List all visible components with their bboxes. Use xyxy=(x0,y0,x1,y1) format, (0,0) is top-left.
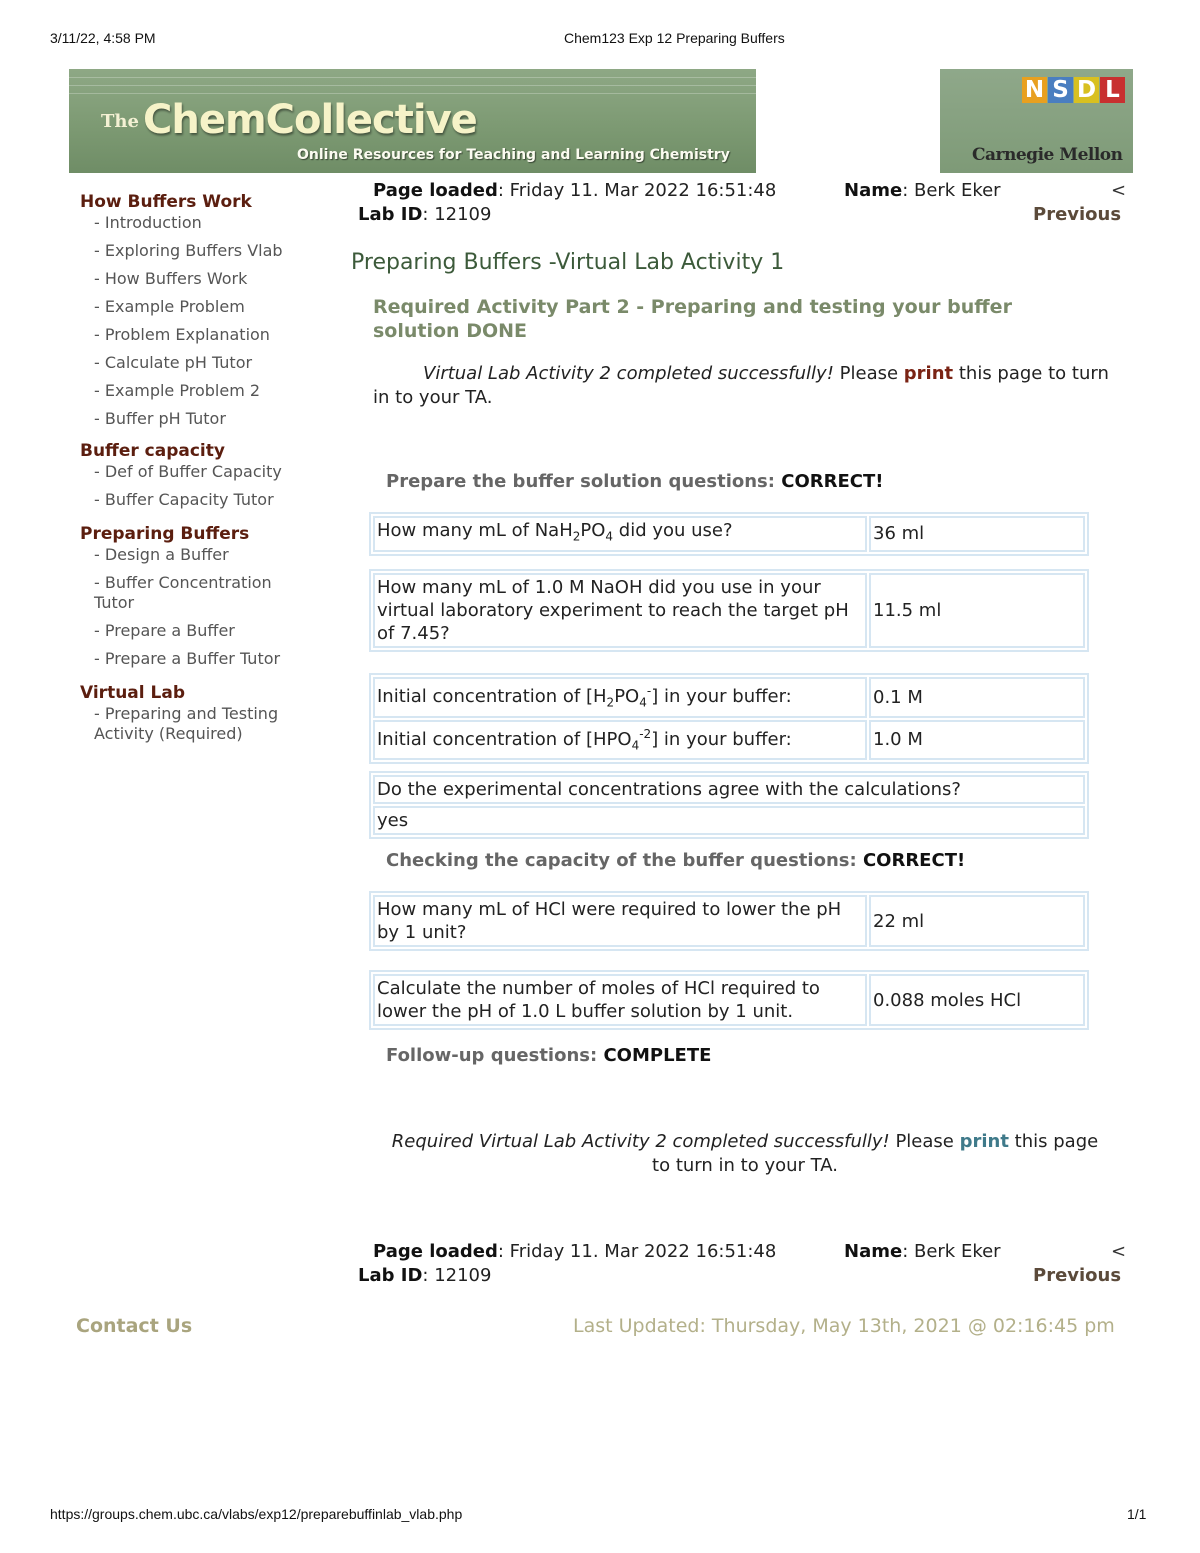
sidebar-item-exploring-buffers-vlab[interactable]: - Exploring Buffers Vlab xyxy=(94,241,283,260)
subscript: 4 xyxy=(639,695,647,710)
followup-section-heading xyxy=(386,1045,711,1066)
chemcollective-banner[interactable] xyxy=(69,69,756,173)
question-text: ] in your buffer: xyxy=(651,728,792,750)
question-table xyxy=(369,569,1089,652)
closing-message xyxy=(380,1130,1110,1178)
banner-brand: ChemCollective xyxy=(143,97,477,143)
subscript: 2 xyxy=(572,529,581,544)
sidebar-item-buffer-ph-tutor[interactable]: - Buffer pH Tutor xyxy=(94,409,226,428)
sidebar-section-title[interactable]: How Buffers Work xyxy=(80,192,252,212)
question-cell: How many mL of HCl were required to lower the pH by 1 unit? xyxy=(373,895,867,947)
question-text: PO xyxy=(614,686,640,707)
superscript: -2 xyxy=(639,726,652,741)
lab-id xyxy=(358,204,491,225)
print-url: https://groups.chem.ubc.ca/vlabs/exp12/preparebuffinlab_vlab.php xyxy=(50,1506,463,1522)
carnegie-mellon-logo[interactable]: Carnegie Mellon xyxy=(972,145,1123,165)
lab-id-value: : 12109 xyxy=(422,204,492,225)
previous-arrow[interactable]: < xyxy=(1111,180,1127,201)
sidebar-item-example-problem[interactable]: - Example Problem xyxy=(94,297,245,316)
print-datetime: 3/11/22, 4:58 PM xyxy=(50,30,156,46)
question-text: Initial concentration of [H xyxy=(377,686,607,707)
superscript: - xyxy=(646,684,652,698)
question-cell xyxy=(373,516,867,552)
partner-logos[interactable] xyxy=(940,69,1133,173)
closing-rest: this page to turn in to your TA. xyxy=(652,1131,1099,1176)
question-text: ] in your buffer: xyxy=(651,686,792,707)
sidebar-item-buffer-concentration-tutor[interactable]: - Buffer Concentration Tutor xyxy=(94,573,272,612)
student-name-bottom xyxy=(844,1241,1001,1262)
previous-link[interactable]: Previous xyxy=(1033,204,1122,225)
followup-heading-text: Follow-up questions: xyxy=(386,1045,604,1066)
sidebar-item-calculate-ph-tutor[interactable]: - Calculate pH Tutor xyxy=(94,353,253,372)
name-label: Name xyxy=(844,1241,903,1262)
question-text: PO xyxy=(580,520,606,541)
answer-cell: 0.1 M xyxy=(869,677,1085,718)
name-value: : Berk Eker xyxy=(902,180,1001,201)
question-text: Initial concentration of [HPO xyxy=(377,728,632,750)
answer-cell: 11.5 ml xyxy=(869,573,1085,648)
page-loaded-value: : Friday 11. Mar 2022 16:51:48 xyxy=(497,1241,777,1262)
answer-cell: 36 ml xyxy=(869,516,1085,552)
page-title: Preparing Buffers -Virtual Lab Activity 1 xyxy=(351,250,785,275)
page-loaded-label: Page loaded xyxy=(373,180,498,201)
print-title: Chem123 Exp 12 Preparing Buffers xyxy=(564,30,785,46)
previous-arrow-bottom[interactable]: < xyxy=(1111,1241,1127,1262)
table-row xyxy=(373,775,1085,804)
question-text: How many mL of NaH xyxy=(377,520,573,541)
question-table xyxy=(369,512,1089,556)
lab-id-bottom xyxy=(358,1265,491,1286)
capacity-status: CORRECT! xyxy=(862,850,966,871)
sidebar-item-prepare-a-buffer[interactable]: - Prepare a Buffer xyxy=(94,621,235,640)
table-row xyxy=(373,720,1085,761)
activity-subtitle: Required Activity Part 2 - Preparing and testing your buffer solution DONE xyxy=(373,296,1012,342)
answer-cell: 1.0 M xyxy=(869,720,1085,761)
completion-message xyxy=(373,362,1118,410)
print-link[interactable]: print xyxy=(903,363,954,384)
answer-cell: yes xyxy=(373,806,1085,835)
student-name xyxy=(844,180,1001,201)
table-row xyxy=(373,516,1085,552)
sidebar-item-introduction[interactable]: - Introduction xyxy=(94,213,202,232)
name-label: Name xyxy=(844,180,903,201)
lab-id-value: : 12109 xyxy=(422,1265,492,1286)
followup-status: COMPLETE xyxy=(603,1045,712,1066)
table-row xyxy=(373,806,1085,835)
page-loaded-bottom xyxy=(373,1241,776,1262)
table-row xyxy=(373,573,1085,648)
sidebar-section-title[interactable]: Buffer capacity xyxy=(80,441,225,461)
sidebar-item-example-problem-2[interactable]: - Example Problem 2 xyxy=(94,381,261,400)
previous-link-bottom[interactable]: Previous xyxy=(1033,1265,1122,1286)
page-loaded xyxy=(373,180,776,201)
lab-id-label: Lab ID xyxy=(358,1265,423,1286)
sidebar-item-problem-explanation[interactable]: - Problem Explanation xyxy=(94,325,270,344)
nsdl-letter: N xyxy=(1022,77,1047,103)
question-cell: Calculate the number of moles of HCl required to lower the pH of 1.0 L buffer solution by 1 unit. xyxy=(373,974,867,1026)
completion-italic: Virtual Lab Activity 2 completed successfully! xyxy=(423,363,834,384)
capacity-heading-text: Checking the capacity of the buffer questions: xyxy=(386,850,863,871)
sidebar-item-prepare-a-buffer-tutor[interactable]: - Prepare a Buffer Tutor xyxy=(94,649,281,668)
completion-rest: this page to turn in to your TA. xyxy=(373,363,1109,408)
nsdl-letter: D xyxy=(1074,77,1099,103)
sidebar-item-design-a-buffer[interactable]: - Design a Buffer xyxy=(94,545,229,564)
banner-the: The xyxy=(101,111,139,132)
print-link-bottom[interactable]: print xyxy=(959,1131,1009,1152)
banner-tagline: Online Resources for Teaching and Learning Chemistry xyxy=(297,147,730,163)
page-loaded-label: Page loaded xyxy=(373,1241,498,1262)
sidebar-item-how-buffers-work[interactable]: - How Buffers Work xyxy=(94,269,248,288)
question-cell xyxy=(373,720,867,761)
closing-please: Please xyxy=(889,1131,960,1152)
answer-cell: 22 ml xyxy=(869,895,1085,947)
subscript: 4 xyxy=(605,529,614,544)
closing-italic: Required Virtual Lab Activity 2 completed successfully! xyxy=(391,1131,890,1152)
prepare-section-heading xyxy=(386,471,883,492)
sidebar-section-title[interactable]: Virtual Lab xyxy=(80,683,185,703)
table-row xyxy=(373,974,1085,1026)
nsdl-letter: L xyxy=(1100,77,1125,103)
nsdl-letter: S xyxy=(1048,77,1073,103)
question-cell: How many mL of 1.0 M NaOH did you use in your virtual laboratory experiment to reach the target pH of 7.45? xyxy=(373,573,867,648)
answer-cell: 0.088 moles HCl xyxy=(869,974,1085,1026)
question-table xyxy=(369,771,1089,839)
question-table xyxy=(369,673,1089,764)
lab-id-label: Lab ID xyxy=(358,204,423,225)
question-table xyxy=(369,970,1089,1030)
last-updated: Last Updated: Thursday, May 13th, 2021 @ 02:16:45 pm xyxy=(573,1315,1115,1337)
contact-us-link[interactable]: Contact Us xyxy=(76,1315,193,1337)
sidebar-nav xyxy=(80,192,330,744)
question-text: did you use? xyxy=(613,520,733,541)
table-row xyxy=(373,895,1085,947)
question-cell xyxy=(373,677,867,718)
capacity-section-heading xyxy=(386,850,965,871)
question-cell: Do the experimental concentrations agree with the calculations? xyxy=(373,775,1085,804)
sidebar-item-def-of-buffer-capacity[interactable]: - Def of Buffer Capacity xyxy=(94,462,282,481)
prepare-status: CORRECT! xyxy=(781,471,884,492)
name-value: : Berk Eker xyxy=(902,1241,1001,1262)
table-row xyxy=(373,677,1085,718)
nsdl-logo[interactable] xyxy=(1022,77,1126,103)
sidebar-item-preparing-and-testing[interactable]: - Preparing and Testing Activity (Required) xyxy=(94,704,279,743)
sidebar-item-buffer-capacity-tutor[interactable]: - Buffer Capacity Tutor xyxy=(94,490,274,509)
subscript: 4 xyxy=(631,738,640,753)
print-page-number: 1/1 xyxy=(1127,1506,1147,1522)
prepare-heading-text: Prepare the buffer solution questions: xyxy=(386,471,782,492)
subscript: 2 xyxy=(606,695,615,710)
question-table xyxy=(369,891,1089,951)
sidebar-section-title[interactable]: Preparing Buffers xyxy=(80,524,250,544)
page-loaded-value: : Friday 11. Mar 2022 16:51:48 xyxy=(497,180,777,201)
completion-please: Please xyxy=(833,363,904,384)
